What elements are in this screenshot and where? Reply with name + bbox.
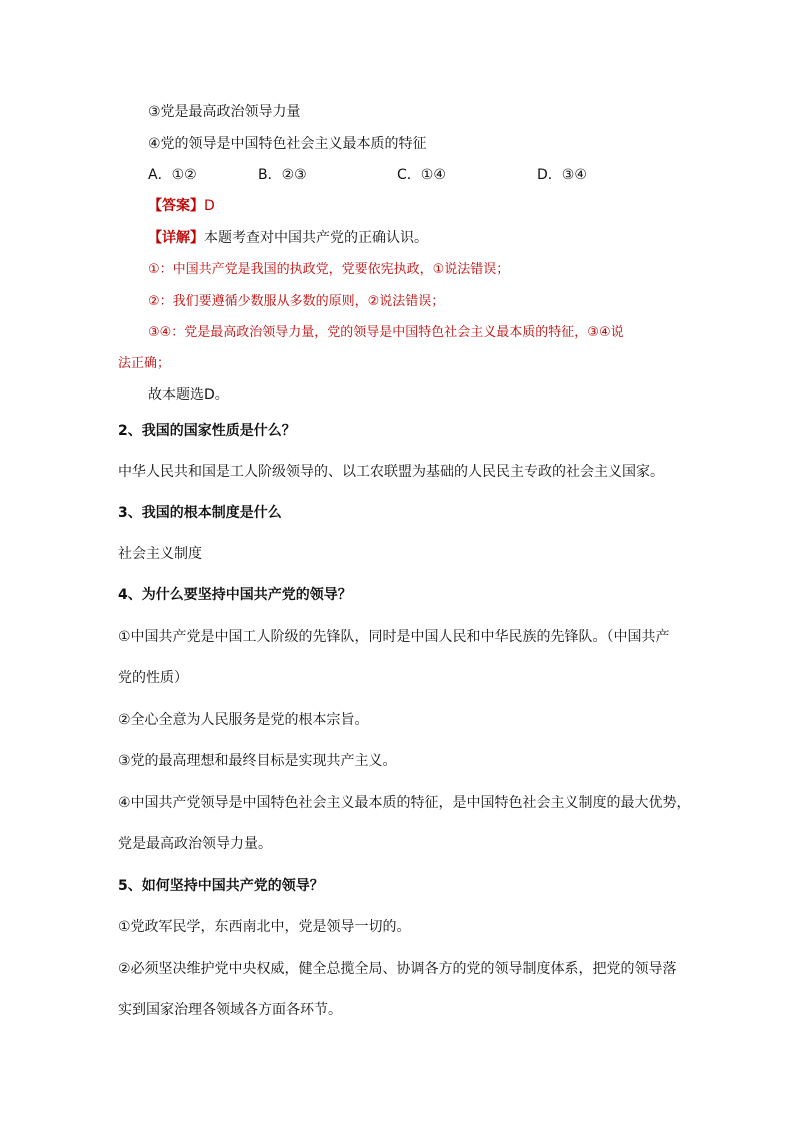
- q5-point-2a: ②必须坚决维护党中央权威，健全总揽全局、协调各方的党的领导制度体系，把党的领导落: [118, 961, 677, 977]
- answer-label: 【答案】: [148, 198, 204, 214]
- answer-value: D: [204, 198, 215, 214]
- q3-heading: 3、我国的根本制度是什么: [118, 505, 282, 521]
- q4-point-1b: 党的性质）: [118, 670, 188, 686]
- answer-line: [148, 196, 215, 216]
- q4-point-4a: ④中国共产党领导是中国特色社会主义最本质的特征，是中国特色社会主义制度的最大优势，: [118, 795, 691, 811]
- detail-intro: 本题考查对中国共产党的正确认识。: [204, 230, 428, 246]
- q4-point-4b: 党是最高政治领导力量。: [118, 836, 272, 852]
- statement-3: ③党是最高政治领导力量: [148, 104, 301, 120]
- detail-intro-line: [148, 228, 428, 248]
- option-a: A．①②: [148, 167, 197, 183]
- q4-point-2: ②全心全意为人民服务是党的根本宗旨。: [118, 712, 369, 728]
- option-b: B．②③: [258, 167, 307, 183]
- detail-3a: ③④：党是最高政治领导力量，党的领导是中国特色社会主义最本质的特征，③④说: [148, 325, 624, 340]
- option-d: D．③④: [537, 167, 587, 183]
- detail-label: 【详解】: [148, 230, 204, 246]
- detail-2: ②：我们要遵循少数服从多数的原则，②说法错误；: [148, 294, 445, 309]
- q2-answer: 中华人民共和国是工人阶级领导的、以工农联盟为基础的人民民主专政的社会主义国家。: [118, 464, 664, 480]
- conclusion: 故本题选D。: [148, 387, 229, 403]
- detail-3b: 法正确；: [118, 356, 171, 371]
- q4-heading: 4、为什么要坚持中国共产党的领导？: [118, 587, 352, 603]
- q5-heading: 5、如何坚持中国共产党的领导？: [118, 878, 324, 894]
- option-c: C．①④: [397, 167, 446, 183]
- detail-1: ①：中国共产党是我国的执政党，党要依宪执政，①说法错误；: [148, 262, 510, 277]
- q5-point-2b: 实到国家治理各领域各方面各环节。: [118, 1002, 342, 1018]
- statement-4: ④党的领导是中国特色社会主义最本质的特征: [148, 136, 427, 152]
- q2-heading: 2、我国的国家性质是什么？: [118, 423, 296, 439]
- q4-point-1a: ①中国共产党是中国工人阶级的先锋队，同时是中国人民和中华民族的先锋队。（中国共产: [118, 629, 670, 645]
- q4-point-3: ③党的最高理想和最终目标是实现共产主义。: [118, 753, 397, 769]
- q5-point-1: ①党政军民学，东西南北中，党是领导一切的。: [118, 919, 411, 935]
- q3-answer: 社会主义制度: [118, 546, 202, 562]
